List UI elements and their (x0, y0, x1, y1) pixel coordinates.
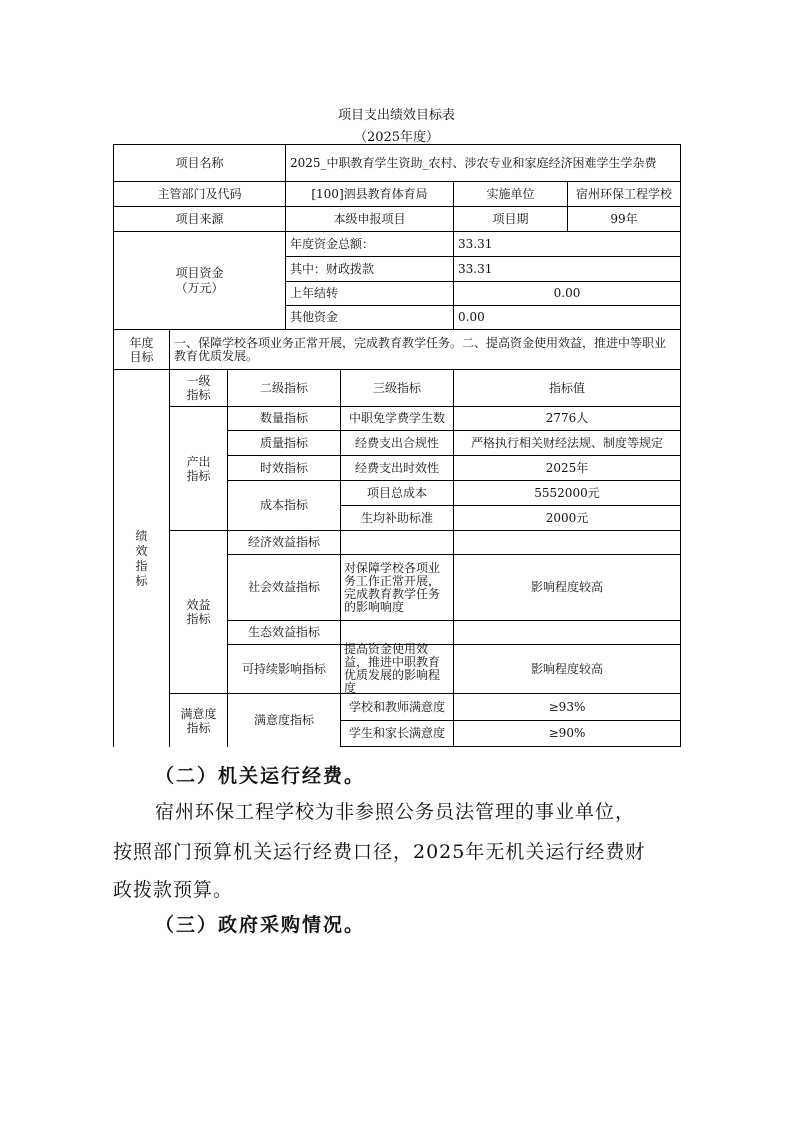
output-label: 产出指标 (170, 407, 228, 531)
row-l3: 中职免学费学生数 (341, 407, 454, 431)
row-l3: 对保障学校各项业务工作正常开展，完成教育教学任务的影响响度 (341, 555, 454, 621)
row-value: 影响程度较高 (454, 645, 681, 694)
goal-text: 一、保障学校各项业务正常开展，完成教育教学任务。二、提高资金使用效益，推进中等职业教育优质发展。 (170, 330, 681, 370)
header-level1: 一级指标 (170, 370, 228, 407)
funds-fiscal-value: 33.31 (454, 257, 681, 282)
satisfaction-label: 满意度指标 (170, 694, 228, 747)
project-name-label: 项目名称 (114, 145, 286, 182)
row-value: 2776人 (454, 407, 681, 431)
header-level2: 二级指标 (228, 370, 341, 407)
funds-carryover-value: 0.00 (454, 282, 681, 306)
row-l3: 经费支出合规性 (341, 431, 454, 456)
row-value: 5552000元 (454, 481, 681, 506)
row-value (454, 531, 681, 555)
paragraph-line: 政拨款预算。 (113, 879, 234, 901)
row-value: 2000元 (454, 506, 681, 531)
benefit-label: 效益指标 (170, 531, 228, 694)
row-l2: 社会效益指标 (228, 555, 341, 621)
row-l2: 质量指标 (228, 431, 341, 456)
period-label: 项目期 (454, 207, 568, 232)
row-l3: 经费支出时效性 (341, 456, 454, 481)
row-l3 (341, 531, 454, 555)
funds-total-value: 33.31 (454, 232, 681, 257)
goal-label: 年度目标 (114, 330, 170, 370)
source-label: 项目来源 (114, 207, 286, 232)
impl-unit-label: 实施单位 (454, 182, 568, 207)
funds-label: 项目资金 （万元） (114, 232, 286, 330)
funds-total-label: 年度资金总额： (286, 232, 454, 257)
row-l2: 数量指标 (228, 407, 341, 431)
perf-label: 绩效指标 (114, 370, 170, 747)
header-level3: 三级指标 (341, 370, 454, 407)
row-l2: 时效指标 (228, 456, 341, 481)
table-year: （2025年度） (353, 130, 440, 145)
row-value: 影响程度较高 (454, 555, 681, 621)
dept-value: [100]泗县教育体育局 (286, 182, 454, 207)
funds-other-label: 其他资金 (286, 306, 454, 330)
paragraph-line: 按照部门预算机关运行经费口径，2025年无机关运行经费财 (113, 841, 646, 863)
paragraph-line: 宿州环保工程学校为非参照公务员法管理的事业单位， (155, 801, 636, 823)
row-l3: 生均补助标准 (341, 506, 454, 531)
funds-other-value: 0.00 (454, 306, 681, 330)
row-l3: 提高资金使用效益，推进中职教育优质发展的影响程度 (341, 645, 454, 694)
funds-fiscal-label: 其中：财政拨款 (286, 257, 454, 282)
funds-carryover-label: 上年结转 (286, 282, 454, 306)
row-value: ≥90% (454, 721, 681, 747)
header-value: 指标值 (454, 370, 681, 407)
row-l2: 成本指标 (228, 481, 341, 531)
dept-label: 主管部门及代码 (114, 182, 286, 207)
section-heading-2: （二）机关运行经费。 (155, 765, 366, 787)
source-value: 本级申报项目 (286, 207, 454, 232)
section-heading-3: （三）政府采购情况。 (155, 914, 366, 936)
table-title: 项目支出绩效目标表 (337, 108, 455, 123)
row-l2: 经济效益指标 (228, 531, 341, 555)
row-value: ≥93% (454, 694, 681, 721)
impl-unit-value: 宿州环保工程学校 (568, 182, 681, 207)
row-l3: 学生和家长满意度 (341, 721, 454, 747)
row-l2: 生态效益指标 (228, 621, 341, 645)
row-value: 2025年 (454, 456, 681, 481)
row-l3: 学校和教师满意度 (341, 694, 454, 721)
performance-table (113, 144, 681, 747)
row-l2: 可持续影响指标 (228, 645, 341, 694)
period-value: 99年 (568, 207, 681, 232)
row-value (454, 621, 681, 645)
row-value: 严格执行相关财经法规、制度等规定 (454, 431, 681, 456)
row-l2: 满意度指标 (228, 694, 341, 747)
project-name-value: 2025_中职教育学生资助_农村、涉农专业和家庭经济困难学生学杂费 (286, 145, 681, 182)
row-l3: 项目总成本 (341, 481, 454, 506)
